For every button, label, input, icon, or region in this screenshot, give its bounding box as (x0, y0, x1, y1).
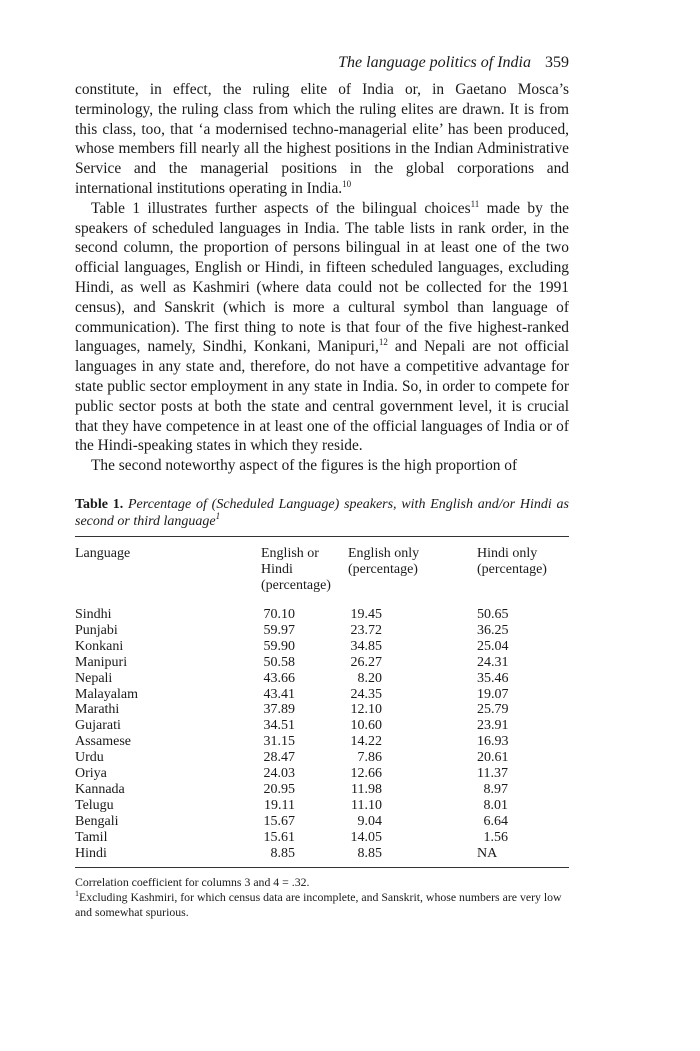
table-caption (75, 496, 569, 530)
cell-value: 59.97 (263, 622, 295, 638)
table-row (75, 639, 569, 655)
table-cell (348, 603, 477, 623)
table-row (75, 702, 569, 718)
table-cell (261, 750, 348, 766)
column-header: Hindi only (percentage) (477, 546, 547, 577)
language-cell: Hindi (75, 845, 107, 861)
language-cell: Bengali (75, 813, 119, 829)
cell-value: 8.20 (357, 670, 382, 686)
language-cell: Marathi (75, 702, 120, 718)
cell-value: 24.31 (477, 654, 509, 670)
running-header (75, 53, 569, 73)
table-cell (261, 734, 348, 750)
table-cell (477, 734, 569, 750)
paragraph-2-text-c: and Nepali are not official languages in any state and, therefore, do not have a competitive advantage for state public sector employment in any state in India. So, in order to compete for public sector posts at both the state and central government level, it is crucial that they have competence in at least one of the official languages of India or of the Hindi-speaking states in which they reside. (75, 338, 569, 455)
cell-value: 25.79 (477, 702, 509, 718)
table-cell (261, 671, 348, 687)
language-cell: Telugu (75, 797, 114, 813)
table-1 (75, 496, 569, 920)
table-row (75, 718, 569, 734)
table-header-row (75, 537, 569, 603)
table-cell (261, 702, 348, 718)
column-header: English only (percentage) (348, 546, 420, 577)
table-cell (261, 798, 348, 814)
cell-value: 20.61 (477, 750, 509, 766)
cell-value: 43.41 (263, 686, 295, 702)
language-cell: Tamil (75, 829, 108, 845)
table-cell (477, 830, 569, 846)
language-cell: Malayalam (75, 686, 138, 702)
footnote-ref-10[interactable]: 10 (342, 178, 352, 189)
cell-value: 16.93 (477, 734, 509, 750)
table-cell (477, 639, 569, 655)
cell-value: 36.25 (477, 622, 509, 638)
table-cell (261, 814, 348, 830)
table-cell (348, 750, 477, 766)
table-notes (75, 875, 569, 920)
table-row (75, 830, 569, 846)
cell-value: 8.85 (357, 845, 382, 861)
table-row (75, 734, 569, 750)
table-cell (348, 623, 477, 639)
table-row (75, 814, 569, 830)
table-cell (261, 846, 348, 867)
language-cell: Kannada (75, 781, 125, 797)
cell-value: 59.90 (263, 638, 295, 654)
language-cell: Nepali (75, 670, 113, 686)
cell-value: 1.56 (483, 829, 508, 845)
column-header: English or Hindi (percentage) (261, 546, 331, 593)
cell-value: 24.35 (350, 686, 382, 702)
language-cell: Punjabi (75, 622, 118, 638)
data-table (75, 537, 569, 867)
cell-value: 7.86 (357, 750, 382, 766)
table-row (75, 671, 569, 687)
table-bottom-rule (75, 867, 569, 868)
language-cell: Manipuri (75, 654, 128, 670)
table-cell (261, 766, 348, 782)
body-text (75, 80, 569, 476)
table-cell (261, 718, 348, 734)
cell-value: 9.04 (357, 813, 382, 829)
table-cell (477, 702, 569, 718)
table-row (75, 655, 569, 671)
paragraph-1-text: constitute, in effect, the ruling elite of India or, in Gaetano Mosca’s terminology, the ruling class from which the ruling elites are drawn. It is from this class, too, that ‘a modernised techno-managerial elite’ has been produced, whose members fill nearly all the highest positions in the Indian Administrative Service and the managerial positions in the global corporations and international institutions operating in India. (75, 81, 569, 197)
table-row (75, 782, 569, 798)
table-cell (477, 687, 569, 703)
table-cell (348, 734, 477, 750)
table-body (75, 603, 569, 867)
running-title: The language politics of India (338, 54, 531, 71)
table-cell (477, 718, 569, 734)
cell-value: 23.91 (477, 718, 509, 734)
language-cell: Gujarati (75, 718, 121, 734)
table-cell (348, 766, 477, 782)
table-row (75, 687, 569, 703)
table-cell (477, 603, 569, 623)
cell-value: 12.10 (350, 702, 382, 718)
table-row (75, 750, 569, 766)
cell-value: 15.61 (263, 829, 295, 845)
paragraph-1 (75, 80, 569, 199)
cell-value: 15.67 (263, 813, 295, 829)
cell-value: 34.51 (263, 718, 295, 734)
paragraph-3 (75, 456, 569, 476)
table-cell (261, 639, 348, 655)
cell-value: 50.65 (477, 607, 509, 622)
language-cell: Sindhi (75, 607, 112, 622)
cell-value: 12.66 (350, 766, 382, 782)
table-cell (477, 750, 569, 766)
cell-value: 31.15 (263, 734, 295, 750)
table-row (75, 623, 569, 639)
language-cell: Urdu (75, 750, 104, 766)
table-cell (348, 702, 477, 718)
cell-value: 10.60 (350, 718, 382, 734)
cell-value: 20.95 (263, 781, 295, 797)
table-cell (261, 603, 348, 623)
table-cell (348, 830, 477, 846)
paragraph-3-text: The second noteworthy aspect of the figures is the high proportion of (91, 457, 518, 475)
table-cell (261, 623, 348, 639)
paragraph-2 (75, 199, 569, 456)
paragraph-2-text-b: made by the speakers of scheduled languages in India. The table lists in rank order, in the second column, the proportion of persons bilingual in at least one of the two official languages, English or Hindi, in fifteen scheduled languages, excluding Hindi, as well as Kashmiri (where data could not be collected for the 1991 census), and Sanskrit (which is more a cultural symbol than language of communication). The first thing to note is that four of the five highest-ranked languages, namely, Sindhi, Konkani, Manipuri, (75, 199, 569, 356)
table-cell (477, 623, 569, 639)
cell-value: 37.89 (263, 702, 295, 718)
table-caption-note: 1 (215, 511, 221, 521)
table-cell (477, 782, 569, 798)
language-cell: Assamese (75, 734, 131, 750)
table-cell (348, 687, 477, 703)
cell-value: 14.22 (350, 734, 382, 750)
cell-value: 70.10 (263, 607, 295, 622)
cell-value: NA (477, 845, 498, 861)
table-cell (477, 655, 569, 671)
cell-value: 50.58 (263, 654, 295, 670)
cell-value: 19.11 (264, 797, 295, 813)
table-cell (261, 687, 348, 703)
table-cell (261, 782, 348, 798)
cell-value: 34.85 (350, 638, 382, 654)
table-row (75, 798, 569, 814)
table-row (75, 766, 569, 782)
table-cell (348, 782, 477, 798)
cell-value: 8.01 (483, 797, 508, 813)
cell-value: 19.07 (477, 686, 509, 702)
cell-value: 43.66 (263, 670, 295, 686)
table-cell (348, 671, 477, 687)
cell-value: 14.05 (350, 829, 382, 845)
column-header: Language (75, 546, 131, 561)
table-cell (348, 639, 477, 655)
table-cell (348, 718, 477, 734)
footnote-ref-11[interactable]: 11 (470, 198, 480, 209)
language-cell: Konkani (75, 638, 124, 654)
table-cell (477, 798, 569, 814)
cell-value: 6.64 (483, 813, 508, 829)
cell-value: 26.27 (350, 654, 382, 670)
table-cell (261, 830, 348, 846)
table-cell (348, 814, 477, 830)
cell-value: 35.46 (477, 670, 509, 686)
table-row (75, 603, 569, 623)
language-cell: Oriya (75, 766, 107, 782)
table-row (75, 846, 569, 867)
cell-value: 24.03 (263, 766, 295, 782)
table-footnote-text: Excluding Kashmiri, for which census data are incomplete, and Sanskrit, whose numbers are very low and somewhat spurious. (75, 889, 562, 919)
paragraph-2-text-a: Table 1 illustrates further aspects of the bilingual choices (91, 199, 471, 217)
table-cell (261, 655, 348, 671)
table-cell (348, 846, 477, 867)
table-footnote-mark: 1 (75, 888, 79, 898)
table-cell (477, 671, 569, 687)
cell-value: 23.72 (350, 622, 382, 638)
table-cell (477, 766, 569, 782)
table-cell (477, 846, 569, 867)
cell-value: 19.45 (350, 607, 382, 622)
cell-value: 25.04 (477, 638, 509, 654)
cell-value: 11.10 (351, 797, 382, 813)
cell-value: 8.97 (483, 781, 508, 797)
page-number: 359 (545, 54, 569, 71)
table-cell (477, 814, 569, 830)
table-cell (348, 798, 477, 814)
cell-value: 8.85 (270, 845, 295, 861)
correlation-note: Correlation coefficient for columns 3 and 4 = .32. (75, 874, 310, 889)
cell-value: 28.47 (263, 750, 295, 766)
table-caption-text: Percentage of (Scheduled Language) speakers, with English and/or Hindi as second or third language (75, 497, 569, 529)
cell-value: 11.37 (477, 766, 508, 782)
table-caption-label: Table 1. (75, 497, 124, 512)
cell-value: 11.98 (351, 781, 382, 797)
footnote-ref-12[interactable]: 12 (378, 337, 388, 348)
table-footnote (75, 890, 569, 920)
table-cell (348, 655, 477, 671)
